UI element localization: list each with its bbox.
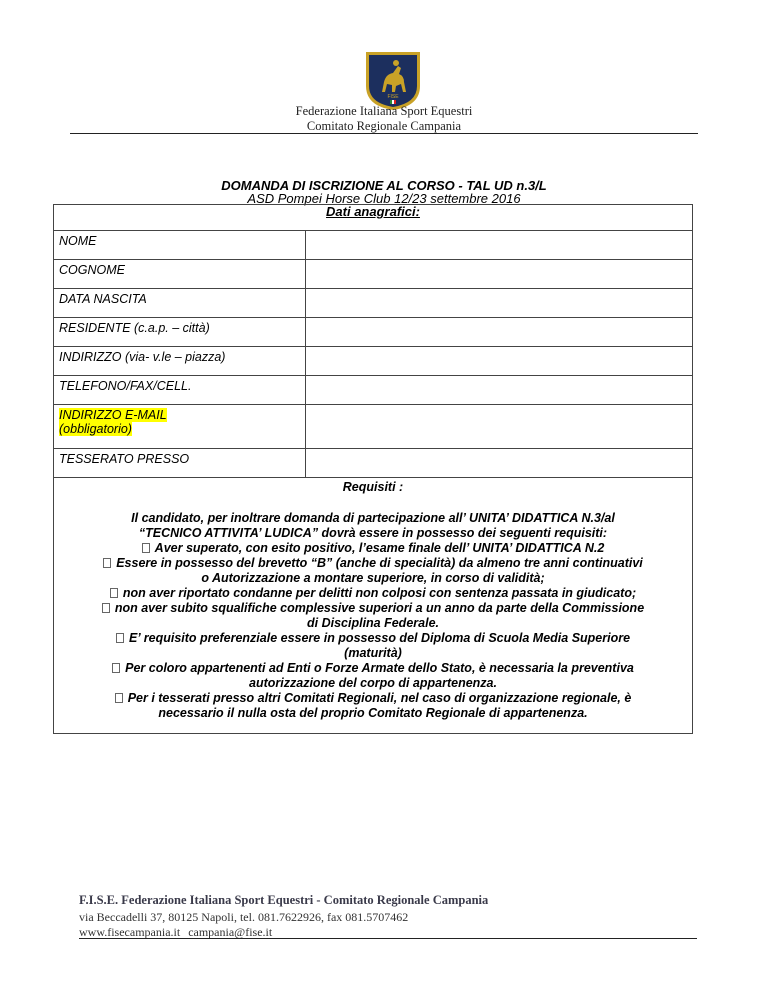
footer-email-link[interactable]: campania@fise.it xyxy=(188,925,273,939)
requirement-item xyxy=(60,661,686,676)
registration-table xyxy=(53,204,693,734)
field-row-data-nascita xyxy=(54,289,692,318)
field-value-tesserato[interactable] xyxy=(306,449,692,477)
field-value-indirizzo[interactable] xyxy=(306,347,692,375)
field-label-telefono: TELEFONO/FAX/CELL. xyxy=(54,376,306,404)
field-label-data-nascita: DATA NASCITA xyxy=(54,289,306,317)
requirement-text: o Autorizzazione a montare superiore, in corso di validità; xyxy=(201,571,545,585)
section-title: Dati anagrafici: xyxy=(54,205,692,231)
field-row-nome xyxy=(54,231,692,260)
requirement-text: necessario il nulla osta del proprio Comitato Regionale di appartenenza. xyxy=(158,706,588,720)
requirement-text: Per coloro appartenenti ad Enti o Forze Armate dello Stato, è necessaria la preventiva xyxy=(125,661,634,675)
header-divider xyxy=(70,133,698,134)
field-row-tesserato xyxy=(54,449,692,478)
bullet-icon xyxy=(142,543,150,553)
bullet-icon xyxy=(103,558,111,568)
field-row-residente xyxy=(54,318,692,347)
org-name: Federazione Italiana Sport Equestri xyxy=(295,104,473,118)
requirement-item xyxy=(60,691,686,706)
bullet-icon xyxy=(116,633,124,643)
requirement-item xyxy=(60,601,686,616)
fise-logo xyxy=(360,46,426,112)
footer-org: F.I.S.E. Federazione Italiana Sport Equestri - Comitato Regionale Campania xyxy=(79,893,489,907)
requirements-title: Requisiti : xyxy=(342,480,404,494)
field-row-telefono xyxy=(54,376,692,405)
requirement-item xyxy=(60,631,686,646)
field-row-cognome xyxy=(54,260,692,289)
field-value-telefono[interactable] xyxy=(306,376,692,404)
requirement-text: Per i tesserati presso altri Comitati Regionali, nel caso di organizzazione regionale, è xyxy=(127,691,632,705)
field-value-email[interactable] xyxy=(306,405,692,448)
requirement-text: di Disciplina Federale. xyxy=(307,616,439,630)
email-label: INDIRIZZO E-MAIL xyxy=(59,408,167,422)
field-label-cognome: COGNOME xyxy=(54,260,306,288)
requirement-text: non aver subito squalifiche complessive superiori a un anno da parte della Commissione xyxy=(114,601,645,615)
field-label-nome: NOME xyxy=(54,231,306,259)
org-committee: Comitato Regionale Campania xyxy=(306,119,462,133)
field-value-data-nascita[interactable] xyxy=(306,289,692,317)
requirement-item xyxy=(60,586,686,601)
requirement-text: Aver superato, con esito positivo, l’esame finale dell’ UNITA’ DIDATTICA N.2 xyxy=(154,541,605,555)
requirement-text: non aver riportato condanne per delitti non colposi con sentenza passata in giudicato; xyxy=(122,586,637,600)
field-label-tesserato: TESSERATO PRESSO xyxy=(54,449,306,477)
field-value-cognome[interactable] xyxy=(306,260,692,288)
bullet-icon xyxy=(102,603,110,613)
requirement-text: Essere in possesso del brevetto “B” (anche di specialità) da almeno tre anni continuativi xyxy=(116,556,643,570)
requirement-text: autorizzazione del corpo di appartenenza. xyxy=(249,676,497,690)
field-row-indirizzo xyxy=(54,347,692,376)
bullet-icon xyxy=(110,588,118,598)
field-value-nome[interactable] xyxy=(306,231,692,259)
requirement-text: (maturità) xyxy=(344,646,402,660)
requirements-intro: “TECNICO ATTIVITA’ LUDICA” dovrà essere in possesso dei seguenti requisiti: xyxy=(138,526,608,540)
requirements-intro: Il candidato, per inoltrare domanda di partecipazione all’ UNITA’ DIDATTICA N.3/al xyxy=(131,511,615,525)
form-title: DOMANDA DI ISCRIZIONE AL CORSO - TAL UD n.3/L xyxy=(221,178,547,193)
bullet-icon xyxy=(112,663,120,673)
email-required-note: (obbligatorio) xyxy=(59,422,132,436)
logo-text: FISE xyxy=(387,94,399,100)
field-row-email xyxy=(54,405,692,449)
field-label-indirizzo: INDIRIZZO (via- v.le – piazza) xyxy=(54,347,306,375)
bullet-icon xyxy=(115,693,123,703)
field-value-residente[interactable] xyxy=(306,318,692,346)
footer-address: via Beccadelli 37, 80125 Napoli, tel. 081.7622926, fax 081.5707462 xyxy=(79,910,409,924)
field-label-residente: RESIDENTE (c.a.p. – città) xyxy=(54,318,306,346)
footer-website-link[interactable]: www.fisecampania.it xyxy=(79,925,181,939)
field-label-email xyxy=(54,405,306,448)
requirement-text: E’ requisito preferenziale essere in possesso del Diploma di Scuola Media Superiore xyxy=(128,631,631,645)
form-subtitle: ASD Pompei Horse Club 12/23 settembre 2016 xyxy=(247,191,521,206)
requirement-item xyxy=(60,541,686,556)
footer-divider xyxy=(79,938,697,939)
requirement-item xyxy=(60,556,686,571)
requirements-section xyxy=(54,478,692,733)
